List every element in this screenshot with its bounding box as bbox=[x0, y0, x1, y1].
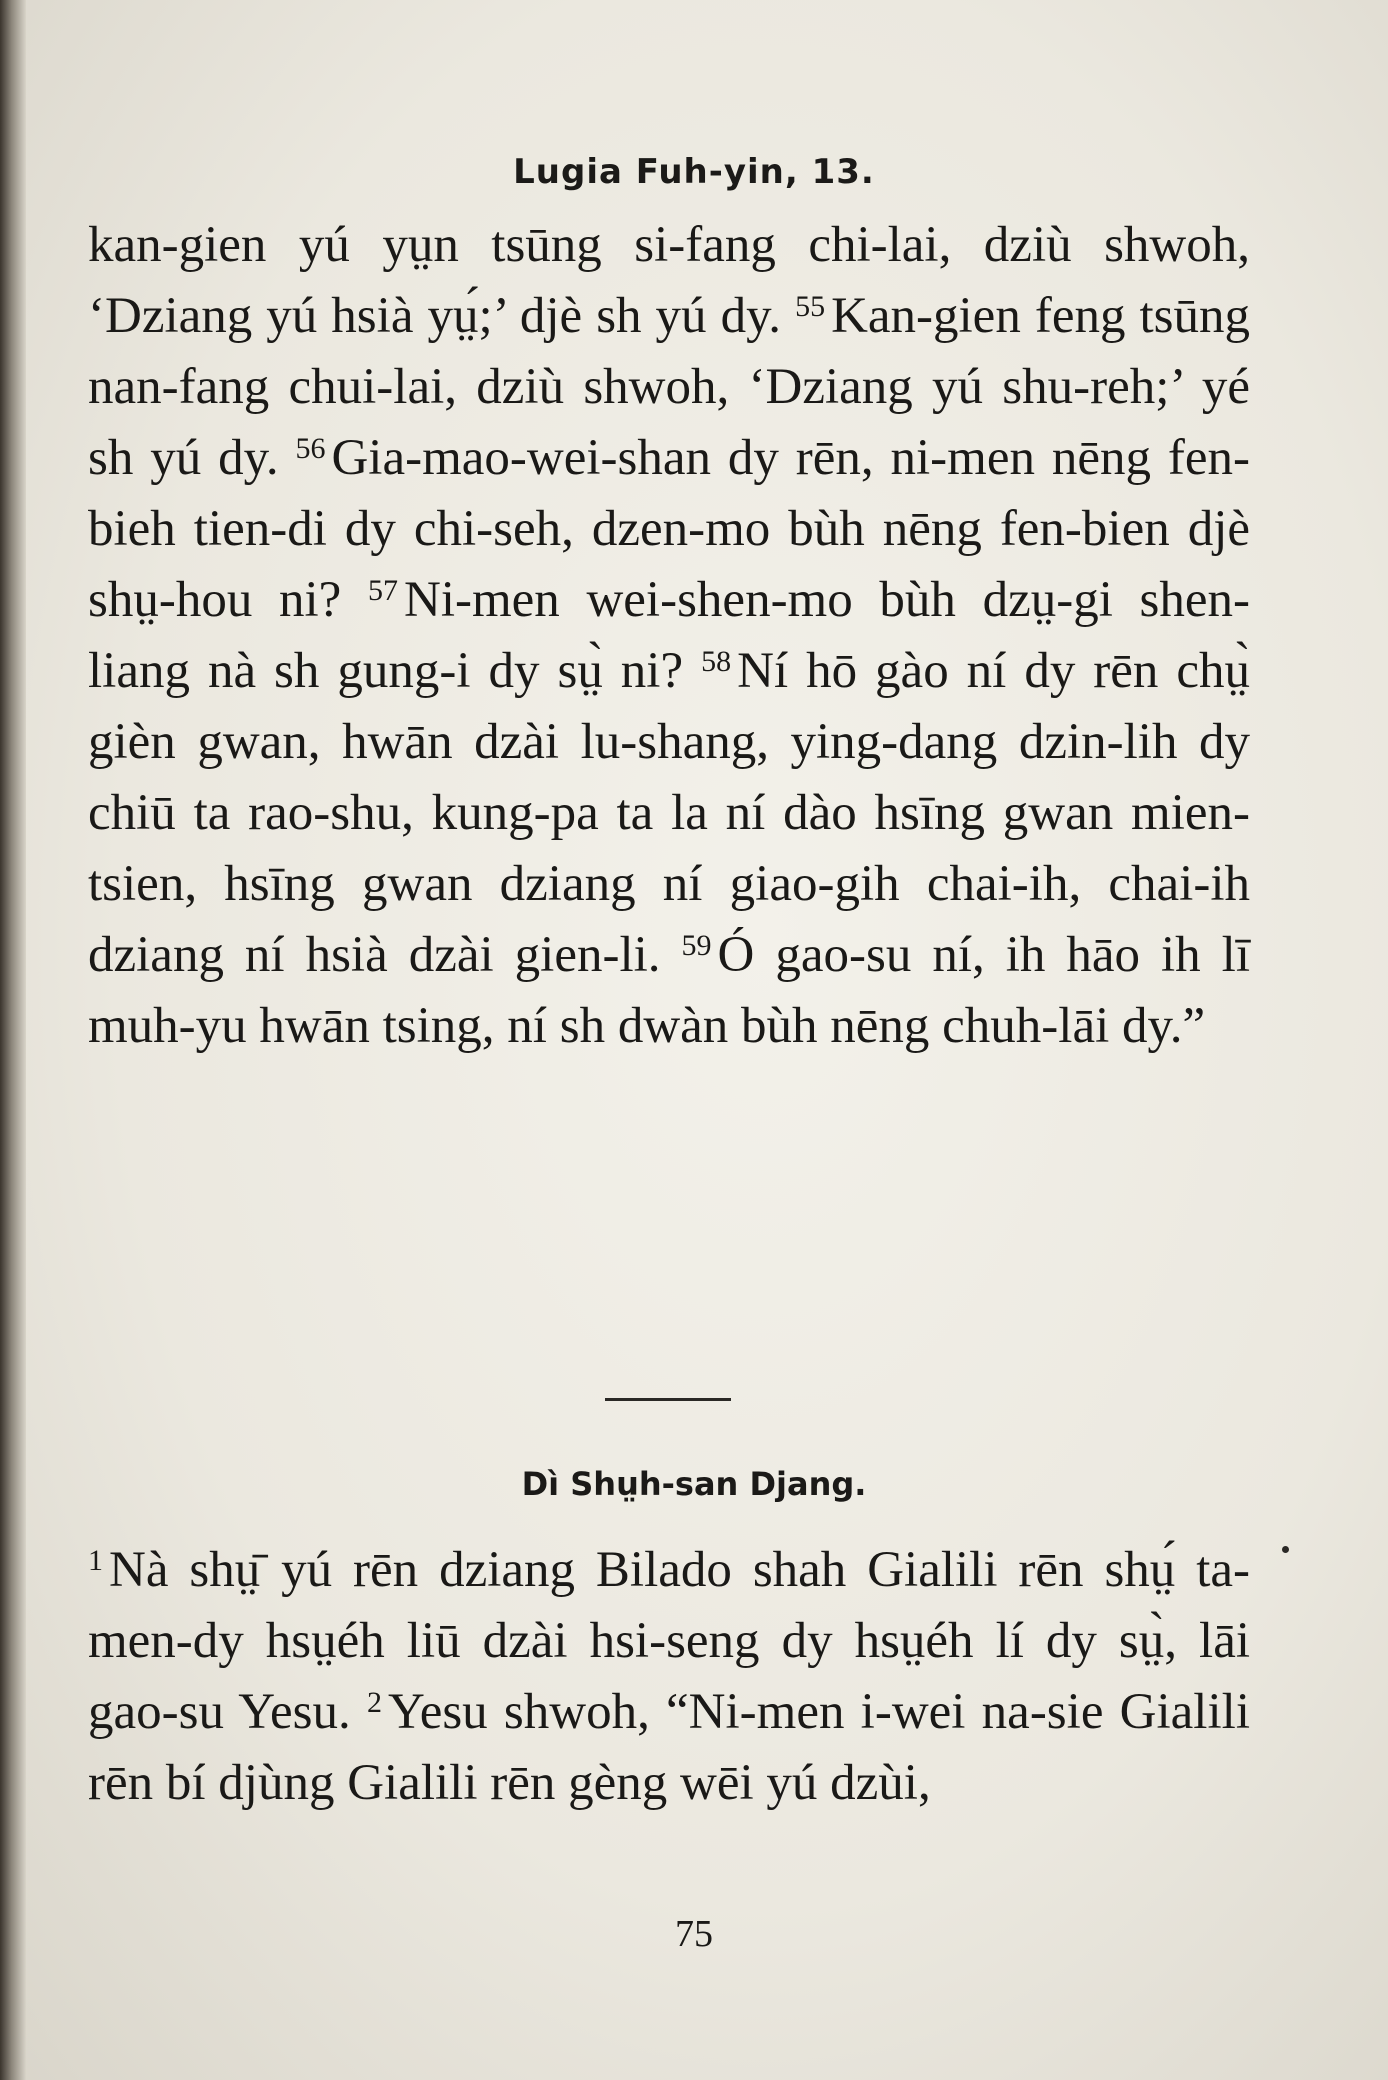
verse-text: Gia-mao-wei-shan dy rēn, ni-men nēng fen-bieh tien-di dy chi-seh, dzen-mo bùh nēng fen-bien djè shṳ-hou ni? bbox=[88, 430, 1250, 628]
verse-number: 57 bbox=[368, 574, 398, 607]
page-number: 75 bbox=[675, 1913, 713, 1955]
verse-text: Yesu shwoh, “Ni-men i-wei na-sie Gialili rēn bí djùng Gialili rēn gèng wēi yú dzùi, bbox=[88, 1684, 1250, 1811]
binding-shadow bbox=[0, 0, 26, 2080]
verse-text: Kan-gien feng tsūng nan-fang chui-lai, dziù shwoh, ‘Dziang yú shu-reh;’ yé sh yú dy. bbox=[88, 288, 1250, 486]
verse-text: Ó gao-su ní, ih hāo ih lī muh-yu hwān tsing, ní sh dwàn bùh nēng chuh-lāi dy.” bbox=[88, 927, 1251, 1054]
chapter-heading: Dì Shṳh-san Djang. bbox=[521, 1465, 867, 1503]
ink-speck bbox=[1282, 1546, 1289, 1553]
verse-number: 56 bbox=[295, 432, 326, 465]
section-divider bbox=[605, 1398, 731, 1401]
verse-number: 1 bbox=[88, 1544, 103, 1577]
verse-number: 2 bbox=[366, 1686, 382, 1719]
paragraph-one bbox=[88, 210, 1250, 1062]
paragraph-two bbox=[88, 1535, 1250, 1819]
opening-text: kan-gien yú yṳn tsūng si-fang chi-lai, dziù shwoh, ‘Dziang yú hsià yṳ́;’ djè sh yú dy. bbox=[88, 217, 1250, 344]
verse-text: Ni-men wei-shen-mo bùh dzṳ-gi shen-liang nà sh gung-i dy sṳ̀ ni? bbox=[88, 572, 1250, 699]
verse-text: Nà shṳ̄ yú rēn dziang Bilado shah Gialili rēn shṳ́ ta-men-dy hsṳéh liū dzài hsi-seng dy hsṳéh lí dy sṳ̀, lāi gao-su Yesu. bbox=[88, 1542, 1250, 1740]
running-head: Lugia Fuh-yin, 13. bbox=[513, 152, 875, 192]
verse-text: Ní hō gào ní dy rēn chṳ̀ gièn gwan, hwān dzài lu-shang, ying-dang dzin-lih dy chiū ta rao-shu, kung-pa ta la ní dào hsīng gwan mien-tsien, hsīng gwan dziang ní giao-gih chai-ih, chai-ih dziang ní hsià dzài gien-li. bbox=[88, 643, 1251, 983]
verse-number: 58 bbox=[701, 645, 732, 678]
verse-number: 55 bbox=[795, 290, 826, 323]
verse-number: 59 bbox=[681, 929, 712, 962]
